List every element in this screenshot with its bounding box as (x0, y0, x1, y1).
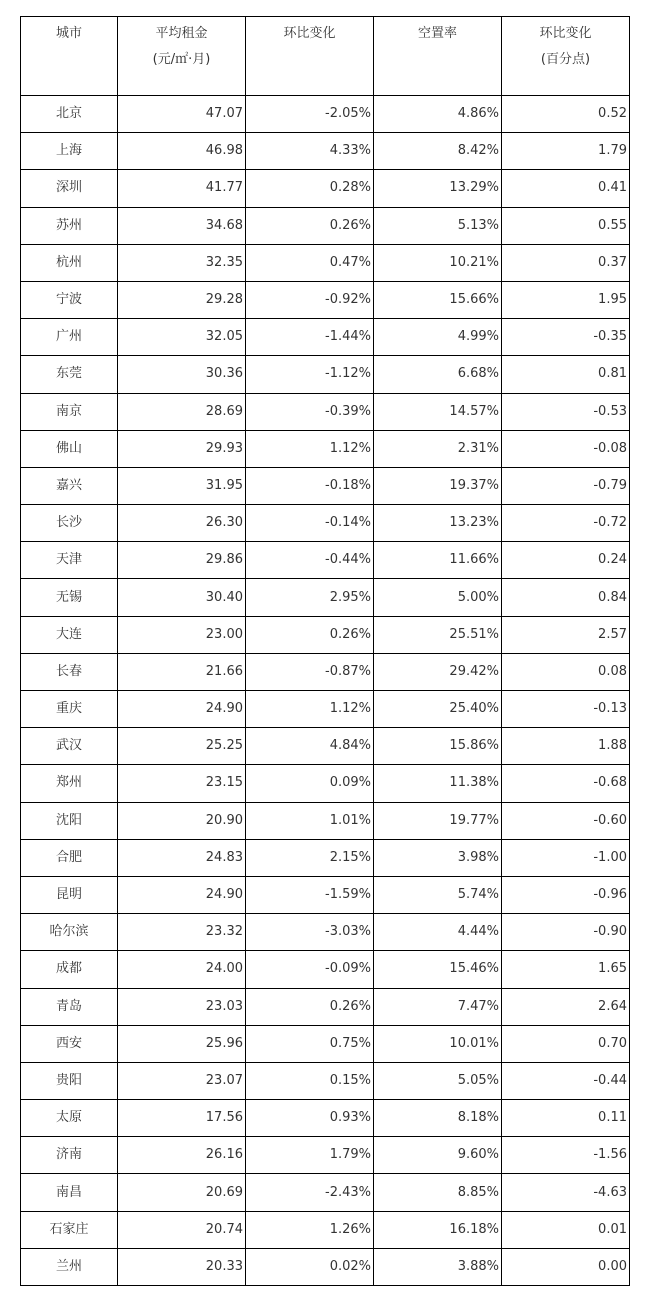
cell-vacancy-change: 1.65 (502, 951, 630, 988)
header-avg-rent-label: 平均租金 (155, 26, 208, 41)
cell-avg-rent: 23.15 (118, 765, 246, 802)
cell-vacancy-change: 0.81 (502, 356, 630, 393)
cell-vacancy: 5.00% (374, 579, 502, 616)
table-row (21, 765, 630, 802)
cell-avg-rent: 21.66 (118, 653, 246, 690)
cell-rent-change: -0.87% (246, 653, 374, 690)
cell-city: 广州 (21, 319, 118, 356)
cell-vacancy-change: -0.90 (502, 914, 630, 951)
cell-rent-change: 4.33% (246, 133, 374, 170)
cell-vacancy: 11.38% (374, 765, 502, 802)
cell-vacancy-change: 0.70 (502, 1025, 630, 1062)
cell-vacancy: 15.66% (374, 281, 502, 318)
header-vacancy-change (502, 17, 630, 96)
cell-rent-change: 0.93% (246, 1100, 374, 1137)
table-row (21, 244, 630, 281)
table-row (21, 96, 630, 133)
cell-vacancy-change: 0.08 (502, 653, 630, 690)
cell-city: 昆明 (21, 876, 118, 913)
cell-vacancy-change: 0.00 (502, 1248, 630, 1285)
cell-avg-rent: 41.77 (118, 170, 246, 207)
cell-vacancy: 8.85% (374, 1174, 502, 1211)
cell-city: 合肥 (21, 839, 118, 876)
cell-city: 天津 (21, 542, 118, 579)
cell-avg-rent: 29.93 (118, 430, 246, 467)
cell-vacancy: 13.23% (374, 505, 502, 542)
cell-rent-change: -0.18% (246, 467, 374, 504)
cell-vacancy-change: 0.55 (502, 207, 630, 244)
cell-city: 青岛 (21, 988, 118, 1025)
cell-avg-rent: 24.90 (118, 876, 246, 913)
cell-avg-rent: 17.56 (118, 1100, 246, 1137)
cell-city: 长沙 (21, 505, 118, 542)
cell-city: 无锡 (21, 579, 118, 616)
cell-vacancy-change: 0.52 (502, 96, 630, 133)
cell-avg-rent: 20.69 (118, 1174, 246, 1211)
cell-rent-change: -1.12% (246, 356, 374, 393)
cell-rent-change: 0.26% (246, 616, 374, 653)
cell-rent-change: -3.03% (246, 914, 374, 951)
cell-vacancy: 11.66% (374, 542, 502, 579)
cell-vacancy: 19.77% (374, 802, 502, 839)
cell-rent-change: 2.15% (246, 839, 374, 876)
cell-avg-rent: 26.30 (118, 505, 246, 542)
cell-avg-rent: 23.03 (118, 988, 246, 1025)
cell-vacancy: 29.42% (374, 653, 502, 690)
cell-rent-change: -0.39% (246, 393, 374, 430)
cell-rent-change: 4.84% (246, 728, 374, 765)
cell-rent-change: 0.75% (246, 1025, 374, 1062)
header-vacancy (374, 17, 502, 96)
cell-city: 北京 (21, 96, 118, 133)
cell-avg-rent: 24.00 (118, 951, 246, 988)
table-row (21, 542, 630, 579)
cell-vacancy-change: 0.37 (502, 244, 630, 281)
cell-vacancy-change: -0.79 (502, 467, 630, 504)
table-row (21, 951, 630, 988)
cell-vacancy-change: -0.68 (502, 765, 630, 802)
table-row (21, 616, 630, 653)
header-rent-change (246, 17, 374, 96)
cell-vacancy-change: -0.96 (502, 876, 630, 913)
cell-vacancy: 19.37% (374, 467, 502, 504)
header-city-label: 城市 (55, 26, 82, 41)
table-row (21, 319, 630, 356)
cell-vacancy-change: 1.95 (502, 281, 630, 318)
cell-rent-change: -0.09% (246, 951, 374, 988)
cell-rent-change: 0.28% (246, 170, 374, 207)
cell-vacancy-change: 2.57 (502, 616, 630, 653)
cell-rent-change: 0.09% (246, 765, 374, 802)
cell-rent-change: 1.01% (246, 802, 374, 839)
table-row (21, 728, 630, 765)
cell-city: 重庆 (21, 691, 118, 728)
cell-avg-rent: 30.40 (118, 579, 246, 616)
header-rent-change-label: 环比变化 (283, 26, 336, 41)
table-row (21, 876, 630, 913)
cell-city: 成都 (21, 951, 118, 988)
cell-vacancy: 15.46% (374, 951, 502, 988)
cell-city: 济南 (21, 1137, 118, 1174)
cell-avg-rent: 20.74 (118, 1211, 246, 1248)
table-row (21, 653, 630, 690)
cell-avg-rent: 32.35 (118, 244, 246, 281)
cell-vacancy: 8.42% (374, 133, 502, 170)
cell-city: 嘉兴 (21, 467, 118, 504)
cell-avg-rent: 29.28 (118, 281, 246, 318)
cell-rent-change: -2.05% (246, 96, 374, 133)
cell-rent-change: 1.12% (246, 691, 374, 728)
cell-city: 佛山 (21, 430, 118, 467)
cell-rent-change: -0.44% (246, 542, 374, 579)
cell-avg-rent: 31.95 (118, 467, 246, 504)
table-row (21, 579, 630, 616)
table-row (21, 1248, 630, 1285)
cell-avg-rent: 20.33 (118, 1248, 246, 1285)
cell-vacancy: 25.51% (374, 616, 502, 653)
cell-rent-change: 0.47% (246, 244, 374, 281)
cell-city: 武汉 (21, 728, 118, 765)
cell-vacancy: 8.18% (374, 1100, 502, 1137)
cell-city: 西安 (21, 1025, 118, 1062)
table-row (21, 393, 630, 430)
cell-vacancy: 5.74% (374, 876, 502, 913)
cell-rent-change: 0.15% (246, 1062, 374, 1099)
cell-vacancy: 10.21% (374, 244, 502, 281)
cell-vacancy-change: 0.41 (502, 170, 630, 207)
cell-vacancy: 5.05% (374, 1062, 502, 1099)
header-vacancy-label: 空置率 (417, 26, 457, 41)
table-row (21, 133, 630, 170)
cell-vacancy-change: -1.00 (502, 839, 630, 876)
cell-city: 上海 (21, 133, 118, 170)
cell-city: 南昌 (21, 1174, 118, 1211)
cell-vacancy: 15.86% (374, 728, 502, 765)
cell-vacancy: 25.40% (374, 691, 502, 728)
cell-rent-change: -0.92% (246, 281, 374, 318)
cell-vacancy-change: 0.84 (502, 579, 630, 616)
table-row (21, 691, 630, 728)
cell-avg-rent: 23.00 (118, 616, 246, 653)
cell-city: 宁波 (21, 281, 118, 318)
cell-avg-rent: 20.90 (118, 802, 246, 839)
header-avg-rent (118, 17, 246, 96)
header-vacancy-change-label: 环比变化 (539, 26, 592, 41)
table-row (21, 430, 630, 467)
cell-avg-rent: 25.96 (118, 1025, 246, 1062)
cell-vacancy: 2.31% (374, 430, 502, 467)
table-row (21, 802, 630, 839)
cell-vacancy-change: -0.35 (502, 319, 630, 356)
cell-vacancy-change: -0.08 (502, 430, 630, 467)
cell-city: 东莞 (21, 356, 118, 393)
table-row (21, 1174, 630, 1211)
cell-city: 兰州 (21, 1248, 118, 1285)
cell-rent-change: 2.95% (246, 579, 374, 616)
cell-avg-rent: 47.07 (118, 96, 246, 133)
cell-avg-rent: 32.05 (118, 319, 246, 356)
cell-vacancy: 4.44% (374, 914, 502, 951)
cell-city: 杭州 (21, 244, 118, 281)
cell-vacancy-change: -0.72 (502, 505, 630, 542)
cell-avg-rent: 23.32 (118, 914, 246, 951)
table-row (21, 1211, 630, 1248)
table-row (21, 467, 630, 504)
cell-rent-change: -2.43% (246, 1174, 374, 1211)
cell-city: 南京 (21, 393, 118, 430)
cell-avg-rent: 30.36 (118, 356, 246, 393)
table-row (21, 170, 630, 207)
cell-city: 长春 (21, 653, 118, 690)
cell-avg-rent: 24.90 (118, 691, 246, 728)
cell-vacancy-change: 2.64 (502, 988, 630, 1025)
table-row (21, 1100, 630, 1137)
cell-avg-rent: 29.86 (118, 542, 246, 579)
table-row (21, 281, 630, 318)
office-rent-table (20, 16, 630, 1286)
cell-rent-change: 1.12% (246, 430, 374, 467)
cell-vacancy: 4.86% (374, 96, 502, 133)
cell-avg-rent: 34.68 (118, 207, 246, 244)
cell-city: 沈阳 (21, 802, 118, 839)
table-row (21, 839, 630, 876)
cell-rent-change: 0.26% (246, 988, 374, 1025)
cell-vacancy: 3.98% (374, 839, 502, 876)
cell-vacancy-change: 1.79 (502, 133, 630, 170)
cell-city: 深圳 (21, 170, 118, 207)
cell-avg-rent: 23.07 (118, 1062, 246, 1099)
cell-vacancy: 7.47% (374, 988, 502, 1025)
cell-rent-change: -1.44% (246, 319, 374, 356)
table-row (21, 988, 630, 1025)
cell-vacancy-change: -0.44 (502, 1062, 630, 1099)
cell-city: 郑州 (21, 765, 118, 802)
cell-city: 贵阳 (21, 1062, 118, 1099)
cell-vacancy-change: -0.13 (502, 691, 630, 728)
cell-vacancy-change: 0.11 (502, 1100, 630, 1137)
header-row (21, 17, 630, 96)
cell-rent-change: -0.14% (246, 505, 374, 542)
cell-city: 石家庄 (21, 1211, 118, 1248)
cell-avg-rent: 46.98 (118, 133, 246, 170)
cell-vacancy: 16.18% (374, 1211, 502, 1248)
table-row (21, 505, 630, 542)
table-row (21, 1025, 630, 1062)
cell-rent-change: -1.59% (246, 876, 374, 913)
cell-vacancy-change: -1.56 (502, 1137, 630, 1174)
header-city (21, 17, 118, 96)
cell-vacancy-change: 0.24 (502, 542, 630, 579)
table-row (21, 1137, 630, 1174)
cell-rent-change: 1.26% (246, 1211, 374, 1248)
cell-city: 哈尔滨 (21, 914, 118, 951)
cell-vacancy: 6.68% (374, 356, 502, 393)
cell-vacancy-change: -0.60 (502, 802, 630, 839)
cell-vacancy: 13.29% (374, 170, 502, 207)
cell-vacancy: 3.88% (374, 1248, 502, 1285)
cell-vacancy: 10.01% (374, 1025, 502, 1062)
table-header (21, 17, 630, 96)
cell-rent-change: 1.79% (246, 1137, 374, 1174)
cell-vacancy-change: -4.63 (502, 1174, 630, 1211)
table-row (21, 1062, 630, 1099)
rent-table-container (20, 16, 630, 1286)
table-row (21, 914, 630, 951)
cell-avg-rent: 28.69 (118, 393, 246, 430)
cell-avg-rent: 24.83 (118, 839, 246, 876)
cell-vacancy-change: 0.01 (502, 1211, 630, 1248)
cell-vacancy: 4.99% (374, 319, 502, 356)
table-row (21, 356, 630, 393)
header-vacancy-change-unit: (百分点) (540, 52, 591, 67)
header-avg-rent-unit: (元/㎡·月) (152, 52, 211, 67)
cell-city: 大连 (21, 616, 118, 653)
cell-avg-rent: 25.25 (118, 728, 246, 765)
cell-city: 苏州 (21, 207, 118, 244)
cell-avg-rent: 26.16 (118, 1137, 246, 1174)
cell-rent-change: 0.02% (246, 1248, 374, 1285)
table-body (21, 96, 630, 1286)
cell-vacancy-change: 1.88 (502, 728, 630, 765)
cell-city: 太原 (21, 1100, 118, 1137)
cell-vacancy: 9.60% (374, 1137, 502, 1174)
cell-vacancy-change: -0.53 (502, 393, 630, 430)
table-row (21, 207, 630, 244)
cell-vacancy: 14.57% (374, 393, 502, 430)
cell-rent-change: 0.26% (246, 207, 374, 244)
cell-vacancy: 5.13% (374, 207, 502, 244)
